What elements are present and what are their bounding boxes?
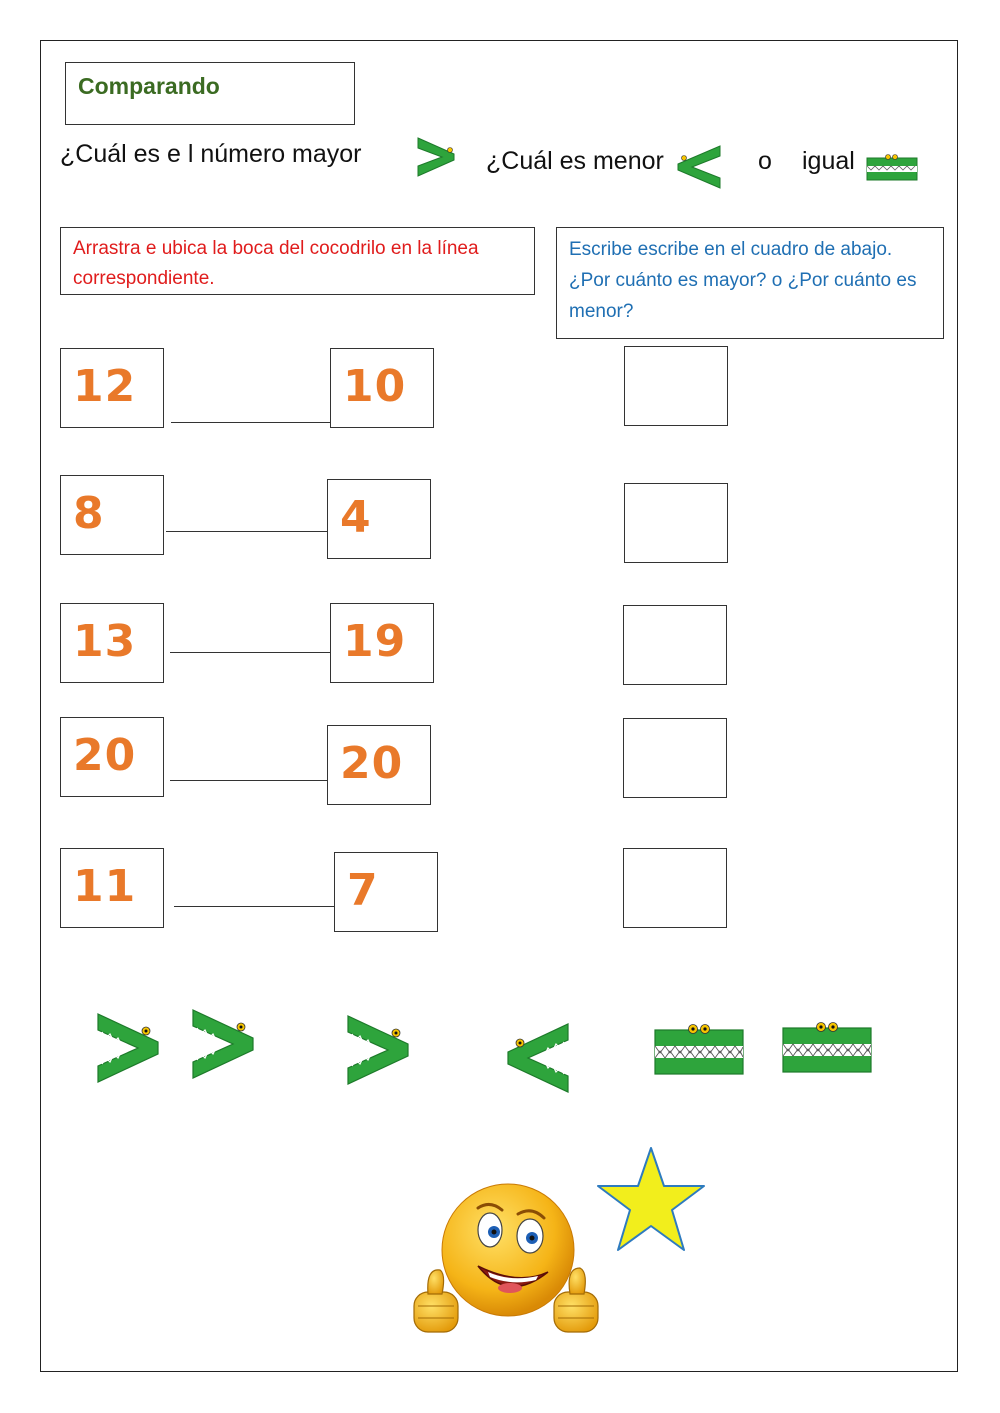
greater-than-crocodile-icon[interactable] <box>96 1012 160 1084</box>
right-number: 10 <box>343 361 407 412</box>
right-number-box <box>327 725 431 805</box>
left-number: 8 <box>73 488 105 539</box>
page-title: Comparando <box>78 73 220 99</box>
answer-box[interactable] <box>623 718 727 798</box>
left-number: 20 <box>73 730 137 781</box>
left-number-box <box>60 848 164 928</box>
answer-box[interactable] <box>624 346 728 426</box>
answer-box[interactable] <box>623 848 727 928</box>
right-number: 4 <box>340 492 372 543</box>
left-number-box <box>60 348 164 428</box>
answer-box[interactable] <box>623 605 727 685</box>
comparison-line[interactable] <box>170 652 331 653</box>
greater-than-crocodile-icon <box>416 136 456 178</box>
question-igual: igual <box>802 147 855 175</box>
star-icon <box>596 1146 706 1252</box>
right-number: 7 <box>347 865 379 916</box>
right-number-box <box>334 852 438 932</box>
right-number-box <box>330 603 434 683</box>
equal-crocodile-icon <box>866 152 918 182</box>
greater-than-crocodile-icon[interactable] <box>191 1008 255 1080</box>
comparison-line[interactable] <box>166 531 328 532</box>
left-number: 11 <box>73 861 137 912</box>
right-number-box <box>330 348 434 428</box>
greater-than-crocodile-icon[interactable] <box>345 1014 411 1086</box>
less-than-crocodile-icon <box>676 144 722 190</box>
right-number: 20 <box>340 738 404 789</box>
comparison-line[interactable] <box>171 422 331 423</box>
answer-box[interactable] <box>624 483 728 563</box>
instruction-drag: Arrastra e ubica la boca del cocodrilo en la línea correspondiente. <box>60 227 535 295</box>
left-number-box <box>60 717 164 797</box>
right-number: 19 <box>343 616 407 667</box>
comparison-line[interactable] <box>170 780 328 781</box>
left-number-box <box>60 475 164 555</box>
question-mayor: ¿Cuál es e l número mayor <box>60 140 362 168</box>
left-number: 13 <box>73 616 137 667</box>
comparison-line[interactable] <box>174 906 335 907</box>
left-number: 12 <box>73 361 137 412</box>
instruction-write: Escribe escribe en el cuadro de abajo. ¿Por cuánto es mayor? o ¿Por cuánto es menor? <box>556 227 944 339</box>
smiley-thumbs-up-icon <box>408 1182 604 1344</box>
equal-crocodile-icon[interactable] <box>781 1018 873 1074</box>
less-than-crocodile-icon[interactable] <box>505 1022 571 1094</box>
title-box <box>65 62 355 125</box>
equal-crocodile-icon[interactable] <box>653 1020 745 1076</box>
left-number-box <box>60 603 164 683</box>
question-o: o <box>758 147 772 175</box>
question-menor: ¿Cuál es menor <box>486 147 664 175</box>
right-number-box <box>327 479 431 559</box>
